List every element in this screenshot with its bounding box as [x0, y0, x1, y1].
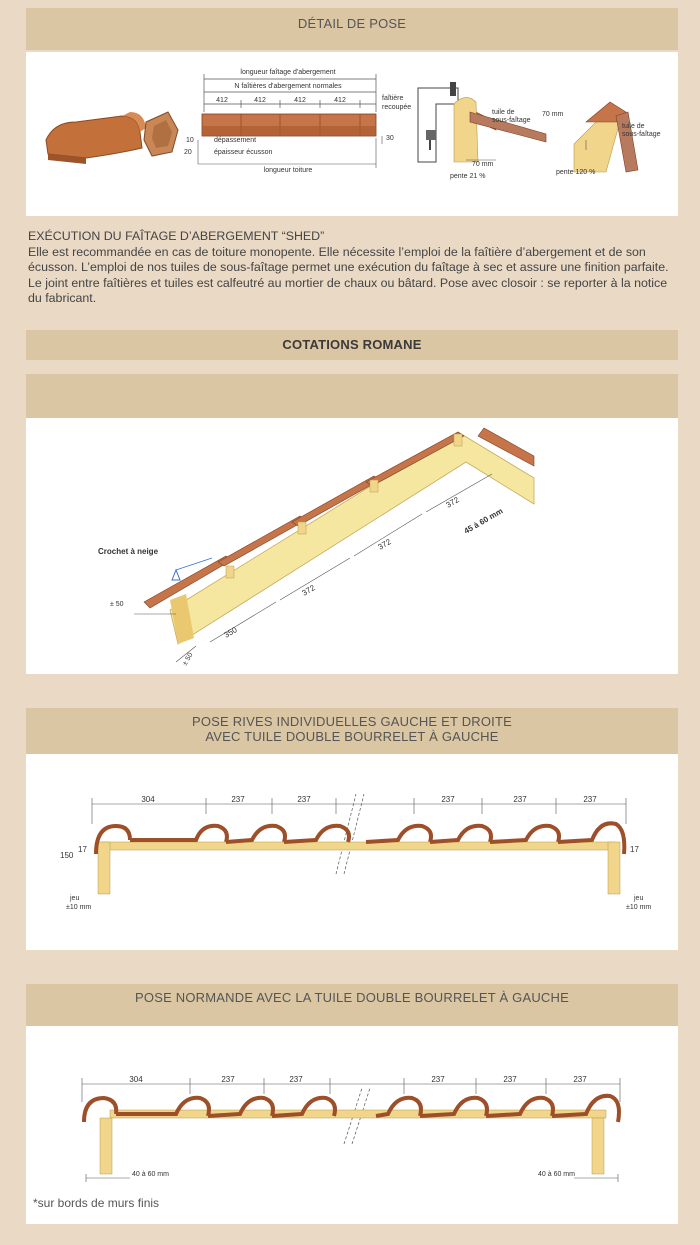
rives-dim-237-5: 237 [583, 795, 597, 804]
normande-dim-237-2: 237 [289, 1075, 303, 1084]
rives-diagram [26, 754, 678, 950]
dim-10: 10 [186, 137, 194, 144]
jeu-left-1: jeu [70, 895, 80, 902]
rives-dimension-line [92, 798, 626, 824]
dim-412-1: 412 [216, 97, 228, 104]
normande-dim-237-1: 237 [221, 1075, 235, 1084]
normande-dim-304: 304 [129, 1075, 143, 1084]
dim-412-3: 412 [294, 97, 306, 104]
section-title-cotations: COTATIONS ROMANE [282, 337, 422, 352]
roof-cotations-diagram [26, 418, 678, 674]
normande-batten [110, 1110, 606, 1118]
tuile-sf-label-1: tuile de [492, 109, 515, 116]
rives-dim-237-1: 237 [231, 795, 245, 804]
dim-350: 350 [222, 625, 239, 640]
epaisseur-label: épaisseur écusson [214, 149, 273, 156]
dim-70-a: 70 mm [472, 161, 494, 168]
snow-hook-icon [172, 570, 180, 580]
dim-372-b: 372 [376, 537, 393, 552]
section-title-normande: POSE NORMANDE AVEC LA TUILE DOUBLE BOURRELET À GAUCHE [135, 990, 569, 1005]
shed-heading: EXÉCUTION DU FAÎTAGE D’ABERGEMENT “SHED” [28, 229, 325, 243]
ridge-tile-illustration [46, 112, 146, 164]
tuile-sf-label-2: sous-faîtage [492, 117, 531, 124]
section-title-rives-1: POSE RIVES INDIVIDUELLES GAUCHE ET DROITE [191, 714, 513, 729]
rives-dim-17-left: 17 [78, 845, 87, 854]
normande-wall-right [592, 1118, 604, 1174]
normande-dim-237-4: 237 [503, 1075, 517, 1084]
n-faitieres-label: N faîtières d'abergement normales [234, 83, 342, 90]
tuile-sf-label-3: tuile de [622, 123, 645, 130]
longueur-faitage-label: longueur faîtage d'abergement [240, 69, 336, 76]
normande-wall-left [100, 1118, 112, 1174]
rives-wall-left [98, 842, 110, 894]
rives-batten [102, 842, 614, 850]
jeu-right-2: ±10 mm [626, 904, 652, 911]
rafter [170, 432, 534, 644]
pente-120-label: pente 120 % [556, 169, 596, 176]
dim-pm50-b: ± 50 [181, 651, 195, 667]
rives-dim-237-4: 237 [513, 795, 527, 804]
ecusson-illustration [144, 112, 178, 156]
normande-panel [26, 1026, 678, 1224]
normande-dim-237-3: 237 [431, 1075, 445, 1084]
normande-dim-left: 40 à 60 mm [132, 1171, 169, 1178]
cotations-panel [26, 418, 678, 674]
detail-panel [26, 52, 678, 216]
depassement-label: dépassement [214, 137, 257, 144]
dim-372-a: 372 [300, 583, 317, 598]
section-header-rives [26, 708, 678, 754]
crochet-neige-label: Crochet à neige [98, 547, 159, 556]
normande-diagram [26, 1026, 678, 1224]
rives-dim-237-3: 237 [441, 795, 455, 804]
jeu-right-1: jeu [634, 895, 644, 902]
jeu-left-2: ±10 mm [66, 904, 92, 911]
dim-20: 20 [184, 149, 192, 156]
section-title-detail: DÉTAIL DE POSE [297, 16, 407, 31]
footnote: *sur bords de murs finis [33, 1196, 160, 1210]
rives-dim-237-2: 237 [297, 795, 311, 804]
pente-21-label: pente 21 % [450, 173, 486, 180]
faitiere-label: faîtière [382, 95, 404, 102]
normande-dim-237-5: 237 [573, 1075, 587, 1084]
rives-dim-17-right: 17 [630, 845, 639, 854]
dim-412-4: 412 [334, 97, 346, 104]
dim-70-b: 70 mm [542, 111, 564, 118]
dim-pm50-a: ± 50 [110, 601, 124, 608]
detail-diagram [26, 52, 678, 216]
dim-372-c: 372 [444, 495, 461, 510]
rives-panel [26, 754, 678, 950]
recoupee-label: recoupée [382, 104, 412, 111]
cotations-subbar [26, 374, 678, 418]
dim-45-60: 45 à 60 mm [462, 506, 505, 536]
dim-412-2: 412 [254, 97, 266, 104]
rives-dim-150: 150 [60, 851, 74, 860]
ridge-plan-view [202, 114, 376, 136]
shed-intro [28, 229, 673, 307]
section-header-normande [26, 984, 678, 1026]
section-header-cotations [26, 330, 678, 360]
normande-dim-right: 40 à 60 mm [538, 1171, 575, 1178]
section-title-rives-2: AVEC TUILE DOUBLE BOURRELET À GAUCHE [205, 729, 499, 744]
tuile-sf-label-4: sous-faîtage [622, 131, 661, 138]
faitage-dimensions [204, 74, 376, 112]
rives-dim-304: 304 [141, 795, 155, 804]
shed-body: Elle est recommandée en cas de toiture monopente. Elle nécessite l’emploi de la faîtière d’abergement et de son écusson. L’emploi de nos tuiles de sous-faîtage permet une exécution du faîtage à sec et assure une finition parfaite. Le joint entre faîtières et tuiles est calfeutré au mortier de chaux ou bâtard. Pose avec closoir : se reporter à la notice du fabricant. [28, 244, 669, 306]
section-header-detail [26, 8, 678, 50]
longueur-toiture-label: longueur toiture [263, 167, 313, 174]
dim-30: 30 [386, 135, 394, 142]
rives-wall-right [608, 842, 620, 894]
